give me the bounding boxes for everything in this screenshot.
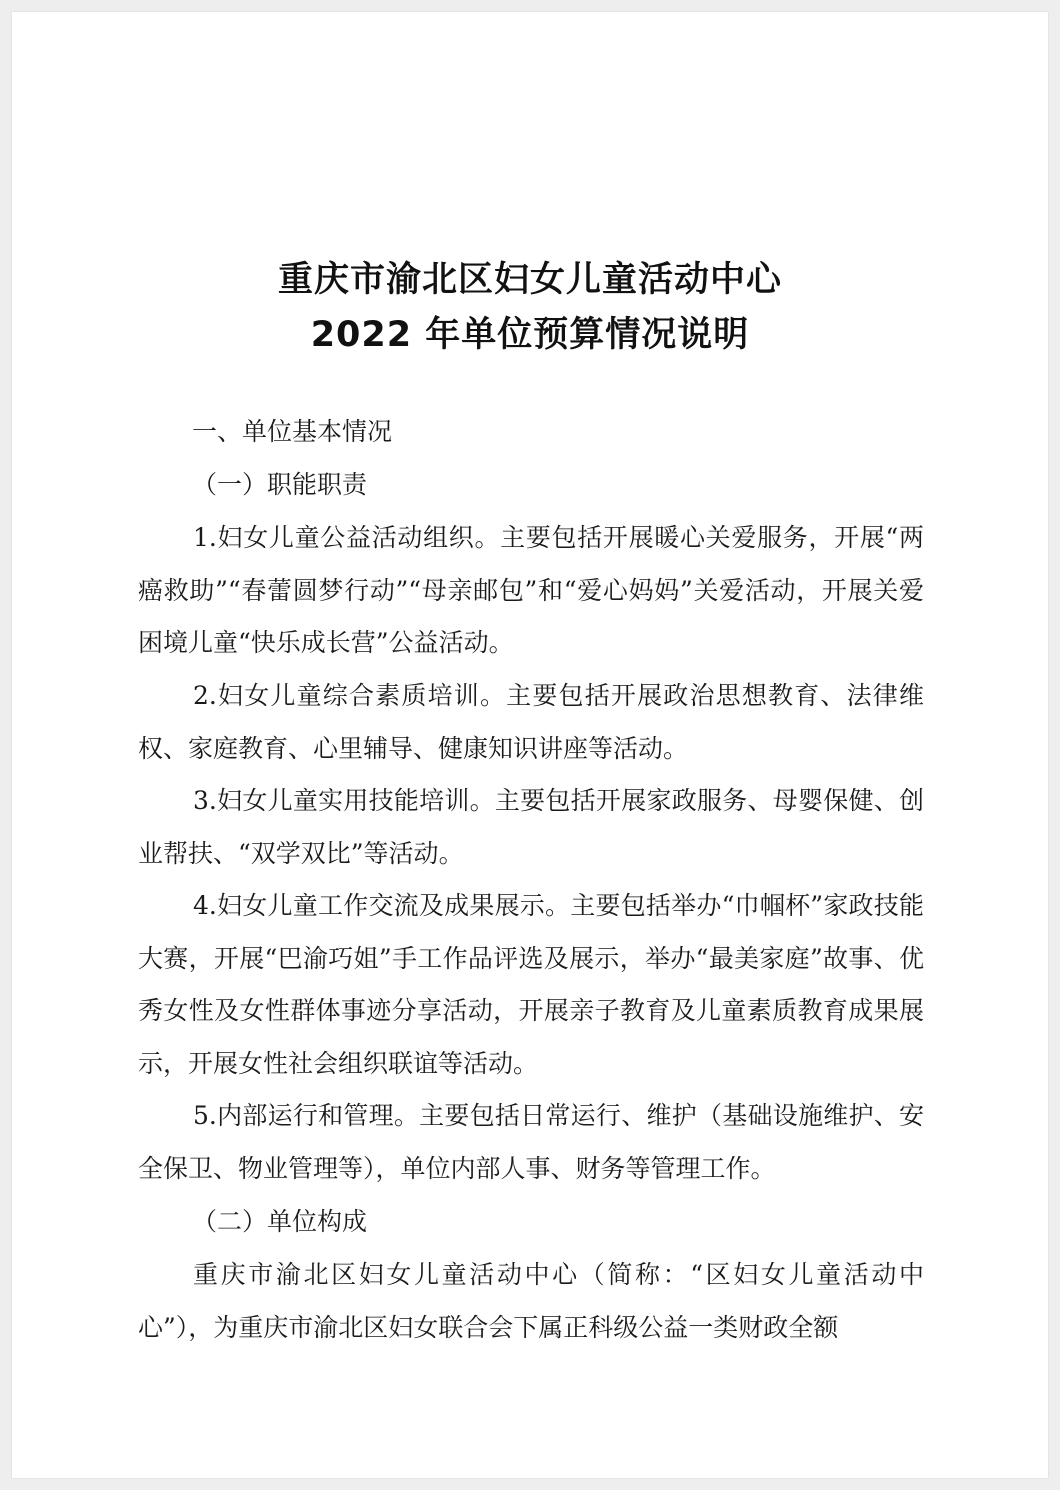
section1-heading: 一、单位基本情况 [192,417,393,446]
paragraph-duty-3: 3.妇女儿童实用技能培训。主要包括开展家政服务、母婴保健、创业帮扶、“双学双比”等活动。 [138,786,924,868]
document-title-line1: 重庆市渝北区妇女儿童活动中心 [277,260,782,300]
paragraph-duty-2: 2.妇女儿童综合素质培训。主要包括开展政治思想教育、法律维权、家庭教育、心里辅导、健康知识讲座等活动。 [138,681,924,763]
subsection1-heading: （一）职能职责 [192,470,368,499]
document-page [12,12,1048,1478]
paragraph-duty-4: 4.妇女儿童工作交流及成果展示。主要包括举办“巾帼杯”家政技能大赛，开展“巴渝巧姐”手工作品评选及展示，举办“最美家庭”故事、优秀女性及女性群体事迹分享活动，开展亲子教育及儿童素质教育成果展示，开展女性社会组织联谊等活动。 [138,891,924,1078]
paragraph-composition: 重庆市渝北区妇女儿童活动中心（简称：“区妇女儿童活动中心”），为重庆市渝北区妇女联合会下属正科级公益一类财政全额 [138,1260,924,1342]
paragraph-duty-5: 5.内部运行和管理。主要包括日常运行、维护（基础设施维护、安全保卫、物业管理等），单位内部人事、财务等管理工作。 [138,1101,924,1183]
paragraph-duty-1: 1.妇女儿童公益活动组织。主要包括开展暖心关爱服务，开展“两癌救助”“春蕾圆梦行动”“母亲邮包”和“爱心妈妈”关爱活动，开展关爱困境儿童“快乐成长营”公益活动。 [138,523,924,657]
document-title-line2: 2022 年单位预算情况说明 [310,315,750,355]
subsection2-heading: （二）单位构成 [192,1207,368,1236]
